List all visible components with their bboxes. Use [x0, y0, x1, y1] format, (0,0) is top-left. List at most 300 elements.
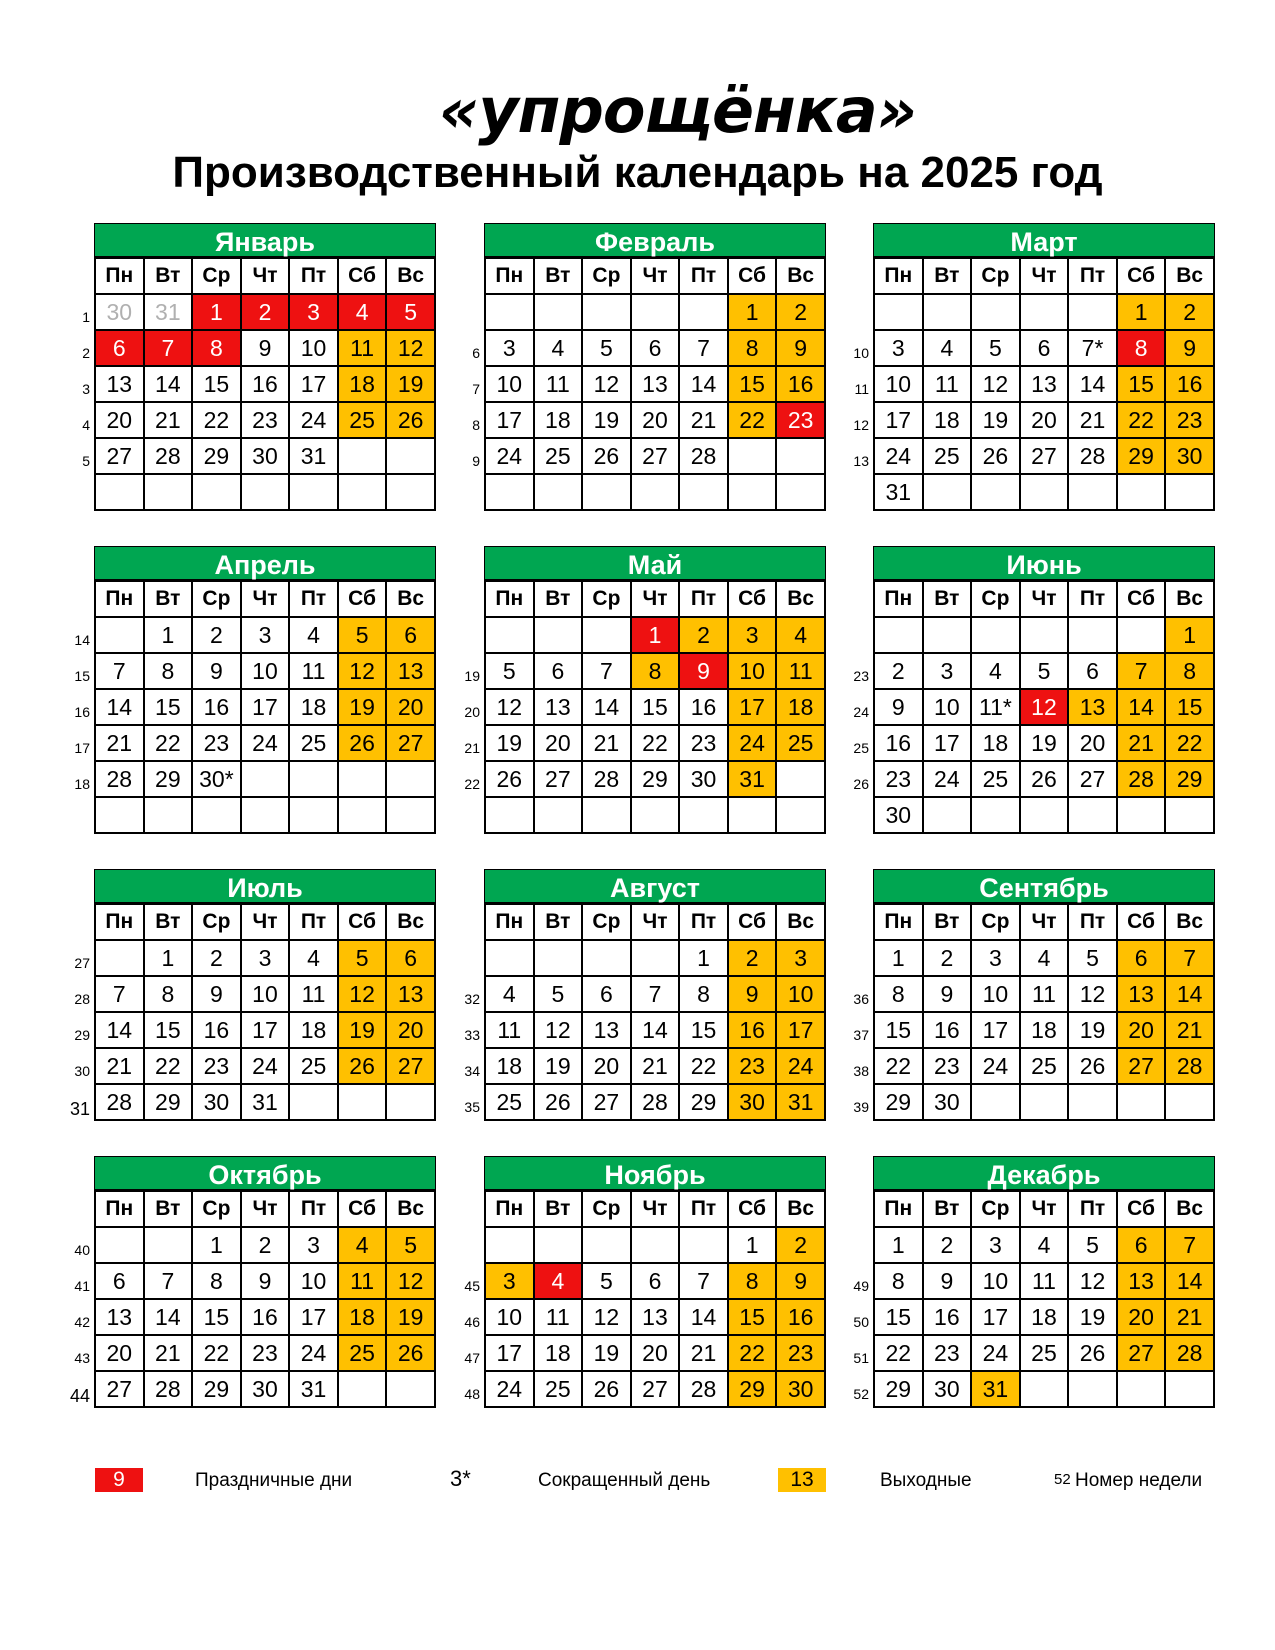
day-cell: 22: [728, 1335, 777, 1371]
weekday-header: Вс: [386, 1191, 435, 1227]
day-cell: 9: [923, 976, 972, 1012]
day-cell: 16: [776, 366, 825, 402]
day-cell: [631, 797, 680, 833]
day-cell: 8: [631, 653, 680, 689]
week-number: 11: [854, 381, 869, 397]
weekday-header: Сб: [338, 904, 387, 940]
day-cell: [241, 474, 290, 510]
day-cell: 2: [1165, 294, 1214, 330]
day-cell: 12: [534, 1012, 583, 1048]
day-cell: 18: [923, 402, 972, 438]
legend-holiday-swatch: 9: [95, 1468, 143, 1492]
weekday-header: Пт: [679, 581, 728, 617]
day-cell: 20: [386, 689, 435, 725]
weekday-header: Ср: [582, 1191, 631, 1227]
week-number: 36: [853, 991, 869, 1007]
weekday-header: Вт: [534, 258, 583, 294]
day-cell: 11: [1020, 976, 1069, 1012]
day-cell: [534, 474, 583, 510]
day-cell: 12: [971, 366, 1020, 402]
day-cell: 21: [679, 402, 728, 438]
day-cell: 11: [923, 366, 972, 402]
day-cell: 14: [1117, 689, 1166, 725]
day-cell: [1165, 1084, 1214, 1120]
day-cell: 9: [1165, 330, 1214, 366]
day-cell: 22: [874, 1048, 923, 1084]
day-cell: [971, 474, 1020, 510]
day-cell: 4: [776, 617, 825, 653]
week-number: 50: [853, 1314, 869, 1330]
weekday-header: Сб: [1117, 581, 1166, 617]
day-cell: 5: [534, 976, 583, 1012]
day-cell: 12: [582, 366, 631, 402]
day-cell: 27: [1117, 1048, 1166, 1084]
day-cell: 4: [1020, 1227, 1069, 1263]
week-number: 27: [74, 955, 90, 971]
day-cell: 20: [386, 1012, 435, 1048]
day-cell: 19: [338, 689, 387, 725]
month-6: [873, 546, 1215, 834]
day-cell: [776, 474, 825, 510]
day-cell: 3: [289, 294, 338, 330]
week-number: 15: [74, 668, 90, 684]
month-table: [873, 1190, 1215, 1408]
week-number: 33: [464, 1027, 480, 1043]
week-number: 25: [853, 740, 869, 756]
day-cell: [338, 797, 387, 833]
day-cell: 11: [338, 330, 387, 366]
day-cell: 27: [1117, 1335, 1166, 1371]
day-cell: [582, 940, 631, 976]
weekday-header: Пн: [485, 904, 534, 940]
day-cell: 8: [192, 1263, 241, 1299]
weekday-header: Пт: [679, 904, 728, 940]
day-cell: [728, 797, 777, 833]
month-table: [94, 580, 436, 834]
week-number: 14: [74, 632, 90, 648]
day-cell: 11: [338, 1263, 387, 1299]
day-cell: [582, 797, 631, 833]
weekday-header: Чт: [1020, 1191, 1069, 1227]
weekday-header: Вс: [776, 1191, 825, 1227]
day-cell: 15: [631, 689, 680, 725]
day-cell: 14: [95, 1012, 144, 1048]
day-cell: 12: [338, 653, 387, 689]
day-cell: 25: [1020, 1335, 1069, 1371]
day-cell: 23: [679, 725, 728, 761]
day-cell: 3: [923, 653, 972, 689]
day-cell: 1: [631, 617, 680, 653]
day-cell: 16: [192, 1012, 241, 1048]
day-cell: 28: [582, 761, 631, 797]
day-cell: 6: [386, 617, 435, 653]
day-cell: 11: [534, 366, 583, 402]
day-cell: 5: [338, 940, 387, 976]
day-cell: 23: [1165, 402, 1214, 438]
day-cell: 26: [386, 1335, 435, 1371]
month-title: Февраль: [484, 223, 826, 257]
weekday-header: Ср: [971, 1191, 1020, 1227]
day-cell: 7: [95, 653, 144, 689]
day-cell: 2: [776, 294, 825, 330]
day-cell: 25: [485, 1084, 534, 1120]
day-cell: 29: [1165, 761, 1214, 797]
day-cell: 22: [728, 402, 777, 438]
weekday-header: Сб: [338, 258, 387, 294]
day-cell: 2: [923, 940, 972, 976]
weekday-header: Пт: [1068, 1191, 1117, 1227]
day-cell: 18: [1020, 1299, 1069, 1335]
weekday-header: Вс: [1165, 904, 1214, 940]
weekday-header: Ср: [192, 258, 241, 294]
day-cell: 12: [1020, 689, 1069, 725]
day-cell: 16: [192, 689, 241, 725]
weekday-header: Чт: [1020, 581, 1069, 617]
day-cell: 18: [534, 402, 583, 438]
day-cell: 23: [923, 1048, 972, 1084]
day-cell: 6: [1068, 653, 1117, 689]
weekday-header: Пн: [874, 258, 923, 294]
weekday-header: Вс: [1165, 1191, 1214, 1227]
week-number: 49: [853, 1278, 869, 1294]
day-cell: [386, 761, 435, 797]
day-cell: 27: [1068, 761, 1117, 797]
day-cell: 4: [1020, 940, 1069, 976]
day-cell: [1020, 294, 1069, 330]
day-cell: [386, 1084, 435, 1120]
day-cell: 16: [923, 1299, 972, 1335]
day-cell: 2: [241, 294, 290, 330]
day-cell: [338, 438, 387, 474]
day-cell: 5: [485, 653, 534, 689]
week-number: 1: [82, 309, 90, 325]
day-cell: [874, 617, 923, 653]
day-cell: 15: [874, 1299, 923, 1335]
day-cell: 6: [631, 330, 680, 366]
day-cell: 17: [241, 1012, 290, 1048]
weekday-header: Пн: [95, 258, 144, 294]
day-cell: 20: [1020, 402, 1069, 438]
day-cell: 1: [192, 1227, 241, 1263]
day-cell: 20: [631, 402, 680, 438]
week-number: 2: [82, 345, 90, 361]
week-number: 17: [74, 740, 90, 756]
day-cell: 7: [1165, 940, 1214, 976]
month-table: [873, 257, 1215, 511]
day-cell: 1: [728, 294, 777, 330]
month-table: [873, 903, 1215, 1121]
day-cell: 14: [144, 1299, 193, 1335]
day-cell: 18: [534, 1335, 583, 1371]
day-cell: 7: [1117, 653, 1166, 689]
day-cell: 26: [1068, 1335, 1117, 1371]
day-cell: 26: [1020, 761, 1069, 797]
weekday-header: Пн: [95, 581, 144, 617]
day-cell: 30: [776, 1371, 825, 1407]
day-cell: 16: [728, 1012, 777, 1048]
day-cell: 13: [582, 1012, 631, 1048]
day-cell: [874, 294, 923, 330]
weekday-header: Ср: [971, 581, 1020, 617]
week-number: 40: [74, 1242, 90, 1258]
day-cell: 19: [1068, 1012, 1117, 1048]
day-cell: 26: [971, 438, 1020, 474]
day-cell: 18: [289, 1012, 338, 1048]
week-number: 16: [74, 704, 90, 720]
week-number: 31: [69, 1099, 90, 1119]
day-cell: 17: [874, 402, 923, 438]
day-cell: 2: [679, 617, 728, 653]
day-cell: 20: [582, 1048, 631, 1084]
day-cell: 11: [534, 1299, 583, 1335]
day-cell: [1165, 474, 1214, 510]
day-cell: 18: [289, 689, 338, 725]
day-cell: 17: [728, 689, 777, 725]
day-cell: 27: [1020, 438, 1069, 474]
day-cell: 1: [1117, 294, 1166, 330]
day-cell: 3: [289, 1227, 338, 1263]
day-cell: [485, 940, 534, 976]
day-cell: 15: [874, 1012, 923, 1048]
day-cell: 28: [1068, 438, 1117, 474]
day-cell: 10: [241, 976, 290, 1012]
day-cell: 30: [241, 438, 290, 474]
day-cell: 28: [95, 1084, 144, 1120]
day-cell: 10: [485, 1299, 534, 1335]
weekday-header: Вт: [923, 581, 972, 617]
day-cell: 31: [776, 1084, 825, 1120]
day-cell: 22: [679, 1048, 728, 1084]
day-cell: [534, 617, 583, 653]
day-cell: 17: [241, 689, 290, 725]
day-cell: 17: [289, 366, 338, 402]
day-cell: 29: [144, 761, 193, 797]
month-title: Сентябрь: [873, 869, 1215, 903]
day-cell: 9: [192, 976, 241, 1012]
day-cell: 3: [874, 330, 923, 366]
day-cell: 26: [338, 1048, 387, 1084]
day-cell: 25: [923, 438, 972, 474]
month-title: Январь: [94, 223, 436, 257]
day-cell: 14: [679, 1299, 728, 1335]
day-cell: 5: [386, 1227, 435, 1263]
weekday-header: Ср: [192, 581, 241, 617]
week-number: 42: [74, 1314, 90, 1330]
day-cell: 10: [728, 653, 777, 689]
week-number: 22: [464, 776, 480, 792]
day-cell: 4: [338, 1227, 387, 1263]
day-cell: 1: [1165, 617, 1214, 653]
day-cell: 22: [1117, 402, 1166, 438]
day-cell: 8: [679, 976, 728, 1012]
month-7: [94, 869, 436, 1121]
day-cell: [923, 617, 972, 653]
day-cell: 5: [1068, 1227, 1117, 1263]
weekday-header: Пт: [1068, 258, 1117, 294]
day-cell: 16: [1165, 366, 1214, 402]
day-cell: 13: [1068, 689, 1117, 725]
day-cell: 19: [386, 366, 435, 402]
day-cell: [582, 1227, 631, 1263]
day-cell: 24: [971, 1335, 1020, 1371]
weekday-header: Чт: [1020, 904, 1069, 940]
week-number: 46: [464, 1314, 480, 1330]
weekday-header: Вс: [386, 904, 435, 940]
day-cell: 22: [144, 1048, 193, 1084]
day-cell: 6: [95, 330, 144, 366]
day-cell: 16: [874, 725, 923, 761]
month-title: Ноябрь: [484, 1156, 826, 1190]
day-cell: 7: [679, 1263, 728, 1299]
weekday-header: Сб: [728, 581, 777, 617]
day-cell: [534, 940, 583, 976]
day-cell: 2: [728, 940, 777, 976]
month-1: [94, 223, 436, 511]
day-cell: 30: [728, 1084, 777, 1120]
day-cell: 11: [485, 1012, 534, 1048]
day-cell: 24: [874, 438, 923, 474]
day-cell: 25: [776, 725, 825, 761]
day-cell: 25: [534, 1371, 583, 1407]
day-cell: 9: [776, 330, 825, 366]
week-number: 37: [853, 1027, 869, 1043]
day-cell: 29: [874, 1371, 923, 1407]
day-cell: 13: [631, 1299, 680, 1335]
day-cell: [1020, 474, 1069, 510]
day-cell: [95, 1227, 144, 1263]
day-cell: 31: [241, 1084, 290, 1120]
week-number: 32: [464, 991, 480, 1007]
day-cell: 31: [289, 1371, 338, 1407]
day-cell: [1117, 1371, 1166, 1407]
weekday-header: Пт: [289, 581, 338, 617]
day-cell: 2: [874, 653, 923, 689]
day-cell: 8: [874, 1263, 923, 1299]
weekday-header: Вт: [534, 904, 583, 940]
day-cell: 22: [874, 1335, 923, 1371]
day-cell: [631, 940, 680, 976]
day-cell: [1068, 294, 1117, 330]
day-cell: 9: [241, 330, 290, 366]
day-cell: 7*: [1068, 330, 1117, 366]
day-cell: 27: [631, 1371, 680, 1407]
day-cell: 2: [192, 617, 241, 653]
day-cell: 31: [289, 438, 338, 474]
day-cell: [241, 797, 290, 833]
day-cell: [1068, 474, 1117, 510]
weekday-header: Сб: [728, 904, 777, 940]
day-cell: 10: [874, 366, 923, 402]
day-cell: [1068, 797, 1117, 833]
day-cell: 14: [1165, 1263, 1214, 1299]
day-cell: 15: [1165, 689, 1214, 725]
week-number: 44: [69, 1386, 90, 1406]
day-cell: [923, 797, 972, 833]
day-cell: 23: [776, 402, 825, 438]
day-cell: 19: [534, 1048, 583, 1084]
day-cell: 16: [923, 1012, 972, 1048]
day-cell: 27: [386, 725, 435, 761]
day-cell: 15: [728, 366, 777, 402]
weekday-header: Ср: [582, 258, 631, 294]
day-cell: [1165, 1371, 1214, 1407]
day-cell: 29: [144, 1084, 193, 1120]
week-number: 34: [464, 1063, 480, 1079]
day-cell: 17: [923, 725, 972, 761]
day-cell: 31: [144, 294, 193, 330]
day-cell: 19: [582, 402, 631, 438]
week-number: 39: [853, 1099, 869, 1115]
weekday-header: Ср: [192, 1191, 241, 1227]
day-cell: 10: [923, 689, 972, 725]
day-cell: [728, 474, 777, 510]
day-cell: 7: [144, 330, 193, 366]
weekday-header: Вс: [1165, 258, 1214, 294]
day-cell: 1: [679, 940, 728, 976]
day-cell: 10: [241, 653, 290, 689]
day-cell: [923, 474, 972, 510]
weekday-header: Сб: [1117, 258, 1166, 294]
week-number: 23: [853, 668, 869, 684]
day-cell: 4: [485, 976, 534, 1012]
week-number: 10: [853, 345, 869, 361]
brand-logo: «упрощёнка»: [438, 74, 917, 147]
day-cell: 19: [971, 402, 1020, 438]
day-cell: [485, 1227, 534, 1263]
day-cell: 23: [728, 1048, 777, 1084]
day-cell: 18: [485, 1048, 534, 1084]
month-11: [484, 1156, 826, 1408]
day-cell: 22: [1165, 725, 1214, 761]
day-cell: 30: [923, 1084, 972, 1120]
day-cell: 9: [192, 653, 241, 689]
day-cell: [971, 617, 1020, 653]
weekday-header: Пт: [289, 904, 338, 940]
day-cell: 28: [679, 438, 728, 474]
day-cell: 14: [679, 366, 728, 402]
day-cell: 5: [582, 1263, 631, 1299]
day-cell: 22: [631, 725, 680, 761]
day-cell: 29: [679, 1084, 728, 1120]
legend-short-sample: 3*: [450, 1466, 471, 1491]
day-cell: [485, 797, 534, 833]
day-cell: 26: [534, 1084, 583, 1120]
weekday-header: Вт: [534, 1191, 583, 1227]
day-cell: 4: [923, 330, 972, 366]
day-cell: 23: [776, 1335, 825, 1371]
day-cell: 13: [534, 689, 583, 725]
day-cell: [971, 1084, 1020, 1120]
day-cell: 19: [1068, 1299, 1117, 1335]
day-cell: [1020, 617, 1069, 653]
weekday-header: Пн: [485, 258, 534, 294]
day-cell: [386, 438, 435, 474]
day-cell: 11: [1020, 1263, 1069, 1299]
day-cell: 18: [338, 1299, 387, 1335]
day-cell: 31: [971, 1371, 1020, 1407]
day-cell: [192, 474, 241, 510]
day-cell: 26: [386, 402, 435, 438]
day-cell: 17: [289, 1299, 338, 1335]
week-number: 19: [464, 668, 480, 684]
day-cell: 8: [874, 976, 923, 1012]
day-cell: [144, 474, 193, 510]
month-title: Октябрь: [94, 1156, 436, 1190]
week-number: 18: [74, 776, 90, 792]
day-cell: 5: [971, 330, 1020, 366]
day-cell: 7: [144, 1263, 193, 1299]
day-cell: 17: [485, 402, 534, 438]
